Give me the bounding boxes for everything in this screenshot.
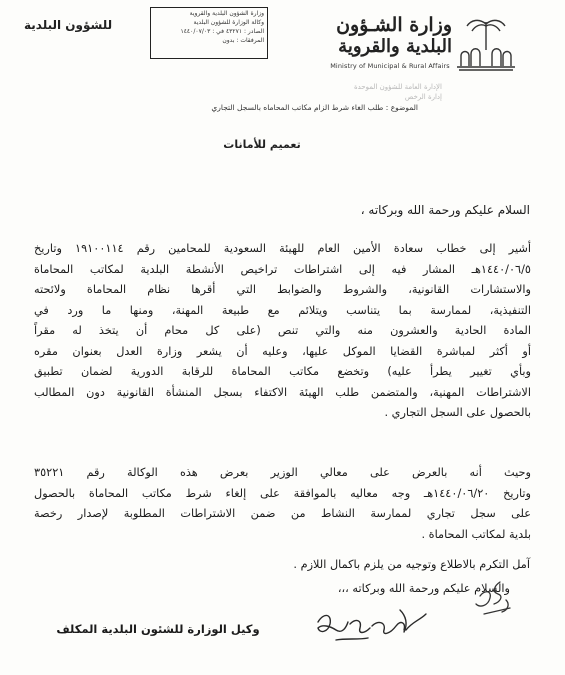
- ministry-name-english: Ministry of Municipal & Rural Affairs: [330, 62, 450, 70]
- paragraph-2-line: بلدية لمكاتب المحاماة .: [421, 527, 531, 541]
- subject-line: الموضوع : طلب الغاء شرط الزام مكاتب المحاماه بالسجل التجاري: [211, 103, 418, 112]
- ministry-name-line1: وزارة الشـؤون: [336, 14, 452, 36]
- closing-request: آمل التكرم بالاطلاع وتوجيه من يلزم باكمال اللازم .: [293, 558, 530, 571]
- handwritten-initials: [470, 578, 520, 620]
- body-paragraph-2: [34, 463, 531, 545]
- paragraph-1-line: وبأي تغيير يطرأ عليه) وتخضع مكاتب المحاماة للرقابة الدورية لضمان تطبيق: [34, 365, 531, 378]
- stamp-line-3: الصادر : ٤٣٢٧١ في : ١٤٤٠/٠٧/٠٣: [180, 28, 264, 35]
- body-paragraph-1: [34, 239, 531, 424]
- stamp-line-4: المرفقات : بدون: [222, 37, 264, 44]
- ministry-name: [322, 14, 452, 58]
- paragraph-1-line: أو أكثر لمباشرة القضايا الموكل عليها، وعليه أن يشعر وزارة العدل بعنوان مقره: [34, 344, 531, 358]
- paragraph-1-line: التنفيذية، لممارسة بما يتناسب ويتلائم مع طبيعة المهنة، ومنها ما ورد في: [34, 303, 531, 317]
- closing-salutation: والسلام عليكم ورحمة الله وبركاته ،،،: [337, 582, 510, 595]
- paragraph-1-line: المادة الحادية والعشرون منه والتي تنص (على كل محام أن يتخذ له مقراً: [34, 324, 531, 337]
- paragraph-2-line: على سجل تجاري لممارسة النشاط من ضمن الاشتراطات المطلوبة لإصدار رخصة: [34, 507, 531, 520]
- department-title: للشؤون البلدية: [24, 18, 113, 32]
- paragraph-1-line: والاستشارات القانونية، والشروط والضوابط التي أقرها نظام المحاماة ولائحته: [34, 283, 531, 296]
- greeting: السلام عليكم ورحمة الله وبركاته ،: [360, 203, 530, 217]
- signatory-title: وكيل الوزارة للشئون البلدية المكلف: [56, 622, 260, 636]
- paragraph-1-line: ١٤٤٠/٠٦/٥هـ المشار فيه إلى اشتراطات تراخيص الأنشطة البلدية لمكاتب المحاماة: [34, 262, 531, 276]
- circular-title: تعميم للأمانات: [223, 138, 301, 151]
- paragraph-1-line: أشير إلى خطاب سعادة الأمين العام للهيئة السعودية للمحامين رقم ١٩١٠٠١١٤ وتاريخ: [34, 242, 531, 255]
- paragraph-2-line: وحيث أنه بالعرض على معالي الوزير بعرض هذه الوكالة رقم ٣٥٢٢١: [34, 466, 531, 479]
- stamp-line-2: وكالة الوزارة للشؤون البلدية: [193, 19, 264, 26]
- handwritten-signature: [312, 600, 432, 650]
- ministry-name-line2: البلدية والقروية: [338, 36, 452, 57]
- faint-line-2: إدارة الرخص: [404, 93, 442, 101]
- faint-department-text: [292, 82, 442, 102]
- paragraph-1-line: بالحصول على السجل التجاري .: [384, 406, 531, 419]
- paragraph-1-line: الاشتراطات المهنية، والمتضمن طلب الهيئة الاكتفاء بسجل المنشأة القانونية دون المطالب: [34, 385, 531, 399]
- faint-line-1: الإدارة العامة للشؤون الموحدة: [353, 83, 442, 91]
- paragraph-2-line: وتاريخ ١٤٤٠/٠٦/٢٠هـ وجه معاليه بالموافقة على إلغاء شرط مكاتب المحاماة بالحصول: [34, 486, 531, 500]
- incoming-stamp: [150, 7, 268, 59]
- stamp-line-1: وزارة الشؤون البلدية والقروية: [189, 10, 264, 17]
